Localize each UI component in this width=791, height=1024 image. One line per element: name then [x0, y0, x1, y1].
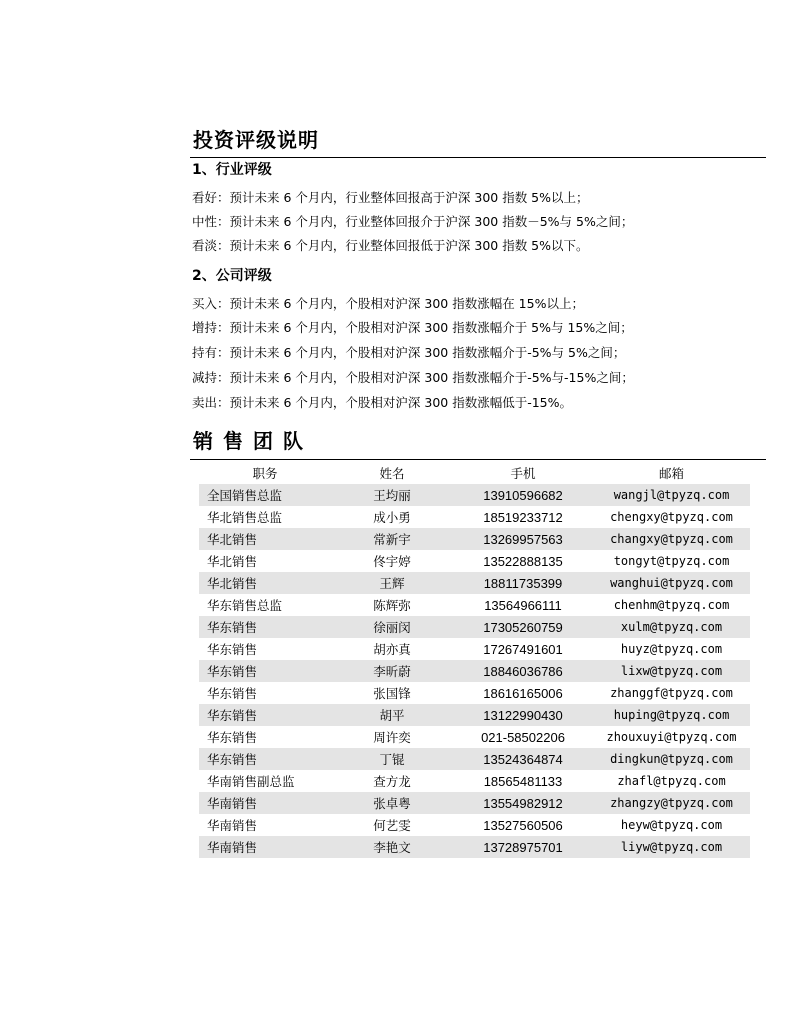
ratings-title-rule [190, 157, 766, 158]
company-rating-line: 卖出：预计未来 6 个月内，个股相对沪深 300 指数涨幅低于-15%。 [192, 395, 572, 410]
column-header-phone: 手机 [510, 466, 536, 481]
cell-phone: 13269957563 [453, 528, 593, 550]
cell-title: 华北销售 [207, 554, 258, 569]
industry-rating-line: 中性：预计未来 6 个月内，行业整体回报介于沪深 300 指数－5%与 5%之间； [192, 214, 634, 229]
cell-phone: 021-58502206 [481, 729, 565, 745]
table-row [199, 616, 750, 638]
cell-email: wangjl@tpyzq.com [593, 484, 750, 506]
cell-phone: 18846036786 [453, 660, 593, 682]
cell-title: 华东销售 [207, 686, 258, 701]
cell-email: huping@tpyzq.com [593, 704, 750, 726]
cell-title: 华东销售 [199, 748, 331, 770]
table-row [199, 572, 750, 594]
cell-phone: 13524364874 [453, 748, 593, 770]
cell-email: tongyt@tpyzq.com [613, 554, 730, 568]
cell-name: 徐丽闵 [331, 616, 453, 638]
table-row [199, 506, 750, 528]
cell-phone: 17267491601 [483, 641, 563, 657]
table-header-row [199, 462, 750, 484]
cell-name: 李昕蔚 [331, 660, 453, 682]
cell-email: heyw@tpyzq.com [620, 818, 723, 832]
cell-phone: 13522888135 [483, 553, 563, 569]
table-row [199, 484, 750, 506]
cell-name: 王辉 [331, 572, 453, 594]
cell-name: 张国锋 [373, 686, 411, 701]
cell-email: huyz@tpyzq.com [620, 642, 723, 656]
cell-title: 华东销售 [199, 660, 331, 682]
cell-email: zhouxuyi@tpyzq.com [606, 730, 737, 744]
table-row [199, 594, 750, 616]
cell-name: 常新宇 [331, 528, 453, 550]
sales-team-title: 销售团队 [193, 429, 313, 453]
cell-phone: 13728975701 [453, 836, 593, 858]
table-row [199, 682, 750, 704]
cell-name: 何艺雯 [373, 818, 411, 833]
company-rating-line: 增持：预计未来 6 个月内，个股相对沪深 300 指数涨幅介于 5%与 15%之间； [192, 320, 633, 335]
cell-title: 华南销售 [207, 818, 258, 833]
table-row [199, 792, 750, 814]
industry-rating-heading: 1、行业评级 [192, 162, 272, 178]
cell-title: 华北销售 [199, 528, 331, 550]
cell-phone: 13564966111 [484, 597, 562, 613]
cell-email: wanghui@tpyzq.com [593, 572, 750, 594]
table-row [199, 836, 750, 858]
cell-phone: 18519233712 [483, 509, 563, 525]
cell-name: 胡亦真 [373, 642, 411, 657]
table-row [199, 660, 750, 682]
cell-email: changxy@tpyzq.com [593, 528, 750, 550]
cell-name: 丁锟 [331, 748, 453, 770]
cell-phone: 17305260759 [453, 616, 593, 638]
cell-email: liyw@tpyzq.com [593, 836, 750, 858]
cell-title: 华东销售 [207, 642, 258, 657]
table-row [199, 770, 750, 792]
table-row [199, 638, 750, 660]
table-row [199, 528, 750, 550]
cell-title: 华南销售副总监 [207, 774, 295, 789]
cell-phone: 13122990430 [453, 704, 593, 726]
cell-email: lixw@tpyzq.com [593, 660, 750, 682]
cell-phone: 13910596682 [453, 484, 593, 506]
column-header-name: 姓名 [379, 466, 405, 481]
column-header-title: 职务 [252, 466, 278, 481]
cell-email: zhangzy@tpyzq.com [593, 792, 750, 814]
cell-email: zhafl@tpyzq.com [617, 774, 726, 788]
ratings-section-title: 投资评级说明 [193, 128, 319, 152]
cell-email: xulm@tpyzq.com [593, 616, 750, 638]
cell-phone: 13554982912 [453, 792, 593, 814]
cell-phone: 18811735399 [453, 572, 593, 594]
table-row [199, 814, 750, 836]
cell-title: 华东销售 [199, 704, 331, 726]
cell-title: 华北销售 [199, 572, 331, 594]
table-row [199, 748, 750, 770]
cell-email: dingkun@tpyzq.com [593, 748, 750, 770]
cell-name: 陈辉弥 [373, 598, 411, 613]
cell-title: 华东销售总监 [207, 598, 283, 613]
cell-phone: 18565481133 [483, 773, 563, 789]
cell-phone: 13527560506 [483, 817, 563, 833]
cell-name: 胡平 [331, 704, 453, 726]
company-rating-line: 减持：预计未来 6 个月内，个股相对沪深 300 指数涨幅介于-5%与-15%之间； [192, 370, 634, 385]
sales-team-title-rule [190, 459, 766, 460]
cell-name: 李艳文 [331, 836, 453, 858]
column-header-email: 邮箱 [658, 466, 684, 481]
cell-title: 华北销售总监 [207, 510, 283, 525]
cell-name: 张卓粤 [331, 792, 453, 814]
cell-phone: 18616165006 [483, 685, 563, 701]
table-row [199, 726, 750, 748]
cell-title: 华南销售 [199, 792, 331, 814]
cell-title: 华南销售 [199, 836, 331, 858]
sales-team-rows [199, 484, 750, 858]
industry-rating-line: 看淡：预计未来 6 个月内，行业整体回报低于沪深 300 指数 5%以下。 [192, 238, 589, 253]
cell-title: 华东销售 [207, 730, 258, 745]
cell-name: 佟宇婷 [373, 554, 411, 569]
cell-name: 成小勇 [373, 510, 411, 525]
table-row [199, 550, 750, 572]
cell-email: chenhm@tpyzq.com [613, 598, 730, 612]
cell-title: 全国销售总监 [199, 484, 331, 506]
cell-email: zhanggf@tpyzq.com [610, 686, 733, 700]
cell-email: chengxy@tpyzq.com [610, 510, 733, 524]
company-rating-line: 持有：预计未来 6 个月内，个股相对沪深 300 指数涨幅介于-5%与 5%之间； [192, 345, 626, 360]
cell-name: 王均丽 [331, 484, 453, 506]
company-rating-heading: 2、公司评级 [192, 268, 272, 284]
industry-rating-line: 看好：预计未来 6 个月内，行业整体回报高于沪深 300 指数 5%以上； [192, 190, 589, 205]
sales-team-table [199, 462, 750, 858]
company-rating-line: 买入：预计未来 6 个月内，个股相对沪深 300 指数涨幅在 15%以上； [192, 296, 584, 311]
cell-name: 查方龙 [373, 774, 411, 789]
cell-name: 周许奕 [373, 730, 411, 745]
cell-title: 华东销售 [199, 616, 331, 638]
table-row [199, 704, 750, 726]
